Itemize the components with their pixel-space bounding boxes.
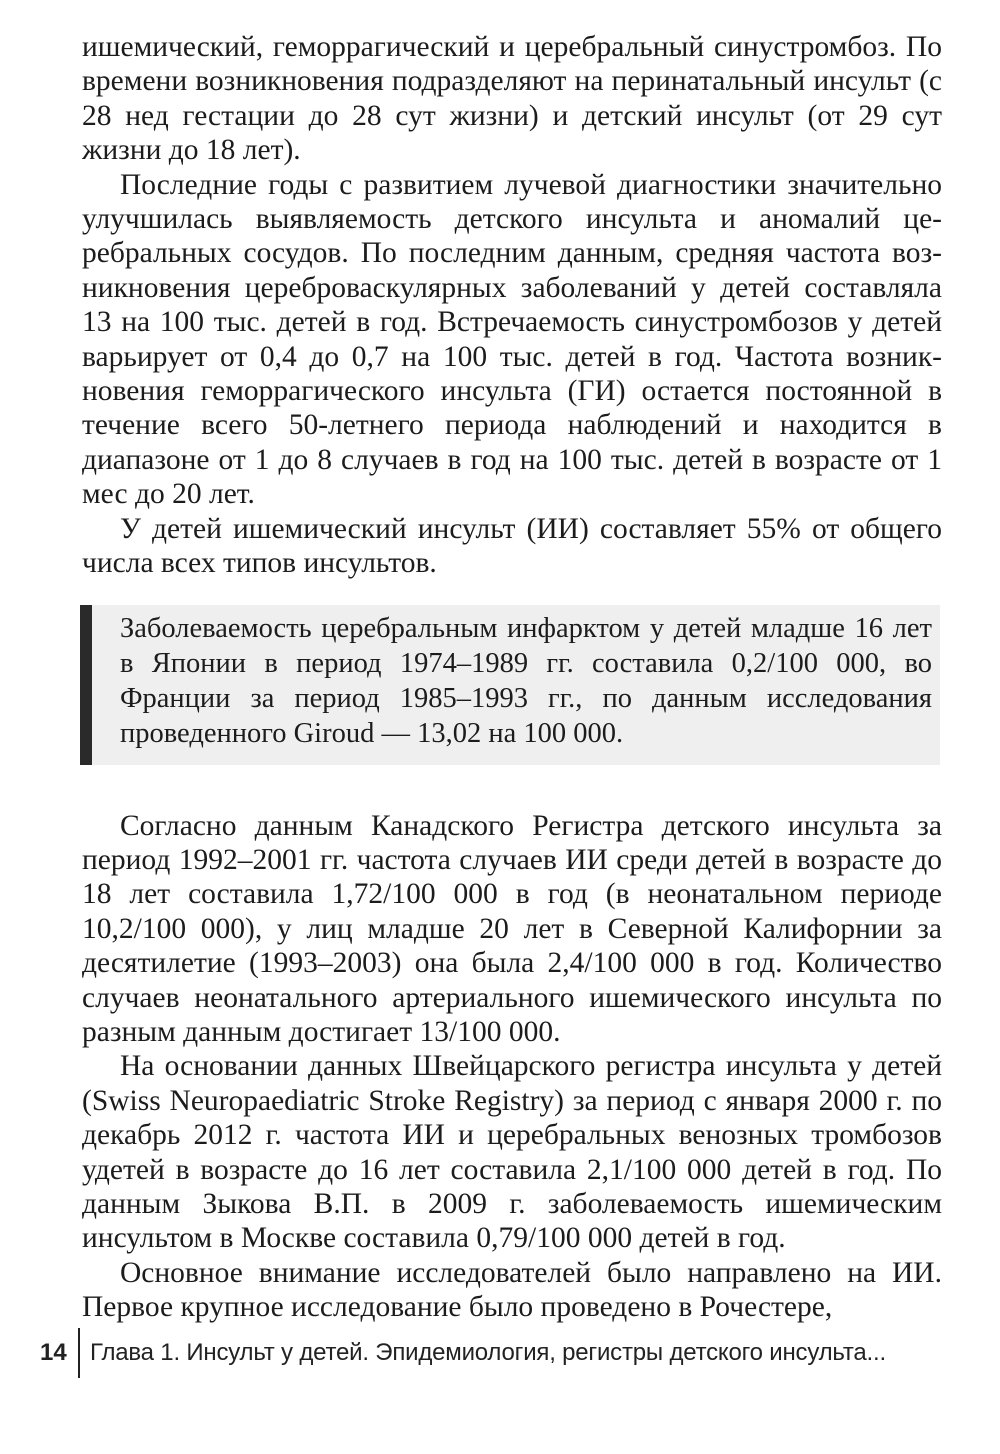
- running-title: Глава 1. Инсульт у детей. Эпидемиология, регистры детского инсульта...: [90, 1339, 886, 1366]
- paragraph: У детей ишемический инсульт (ИИ) составляет 55% от общего числа всех типов инсультов.: [82, 512, 942, 580]
- callout-text: Заболеваемость церебральным инфарктом у детей младше 16 лет в Японии в период 1974–1989 гг. составила 0,2/100 000, во Франции за период 1985–1993 гг., по данным исследования проведенного Giroud — 13,02 на 100 000.: [120, 612, 932, 749]
- paragraph: Основное внимание исследователей было направлено на ИИ. Первое крупное исследование было проведено в Рочестере,: [82, 1256, 942, 1324]
- paragraph: ишемический, геморрагический и церебральный синустромбоз. По времени возникновения подразделяют на перинатальный инсульт (с 28 нед гестации до 28 сут жизни) и детский инсульт (от 29 сут жизни до 18 лет).: [82, 31, 942, 167]
- paragraph: Последние годы с развитием лучевой диагностики значительно улучшилась выявляемость детского инсульта и аномалий церебральных сосудов. По последним данным, средняя частота возникновения цереброваскулярных заболеваний у детей составляла 13 на 100 тыс. детей в год. Встречаемость синустромбозов у детей варьирует от 0,4 до 0,7 на 100 тыс. детей в год. Частота возникновения геморрагического инсульта (ГИ) остается постоянной в течение всего 50-летнего периода наблюдений и находится в диапазоне от 1 до 8 случаев в год на 100 тыс. детей в возрасте от 1 мес до 20 лет.: [82, 168, 942, 511]
- footer-divider: [78, 1328, 80, 1378]
- paragraph: Согласно данным Канадского Регистра детского инсульта за период 1992–2001 гг. частота случаев ИИ среди детей в возрасте до 18 лет составила 1,72/100 000 в год (в неонатальном периоде 10,2/100 000), у лиц младше 20 лет в Северной Калифорнии за десятилетие (1993–2003) она была 2,4/100 000 в год. Количество случаев неонатального артериального ишемического инсульта по разным данным достигает 13/100 000.: [82, 809, 942, 1048]
- page-footer: [40, 1328, 886, 1378]
- paragraph: На основании данных Швейцарского регистра инсульта у детей (Swiss Neuropaediatric Stroke Registry) за период с января 2000 г. по декабрь 2012 г. частота ИИ и церебральных венозных тромбозов удетей в возрасте до 16 лет составила 2,1/100 000 детей в год. По данным Зыкова В.П. в 2009 г. заболеваемость ишемическим инсультом в Москве составила 0,79/100 000 детей в год.: [82, 1050, 942, 1255]
- callout-box: [80, 605, 940, 765]
- page-body: [82, 30, 942, 1325]
- page-number: 14: [40, 1339, 67, 1366]
- callout-bar: [80, 605, 92, 765]
